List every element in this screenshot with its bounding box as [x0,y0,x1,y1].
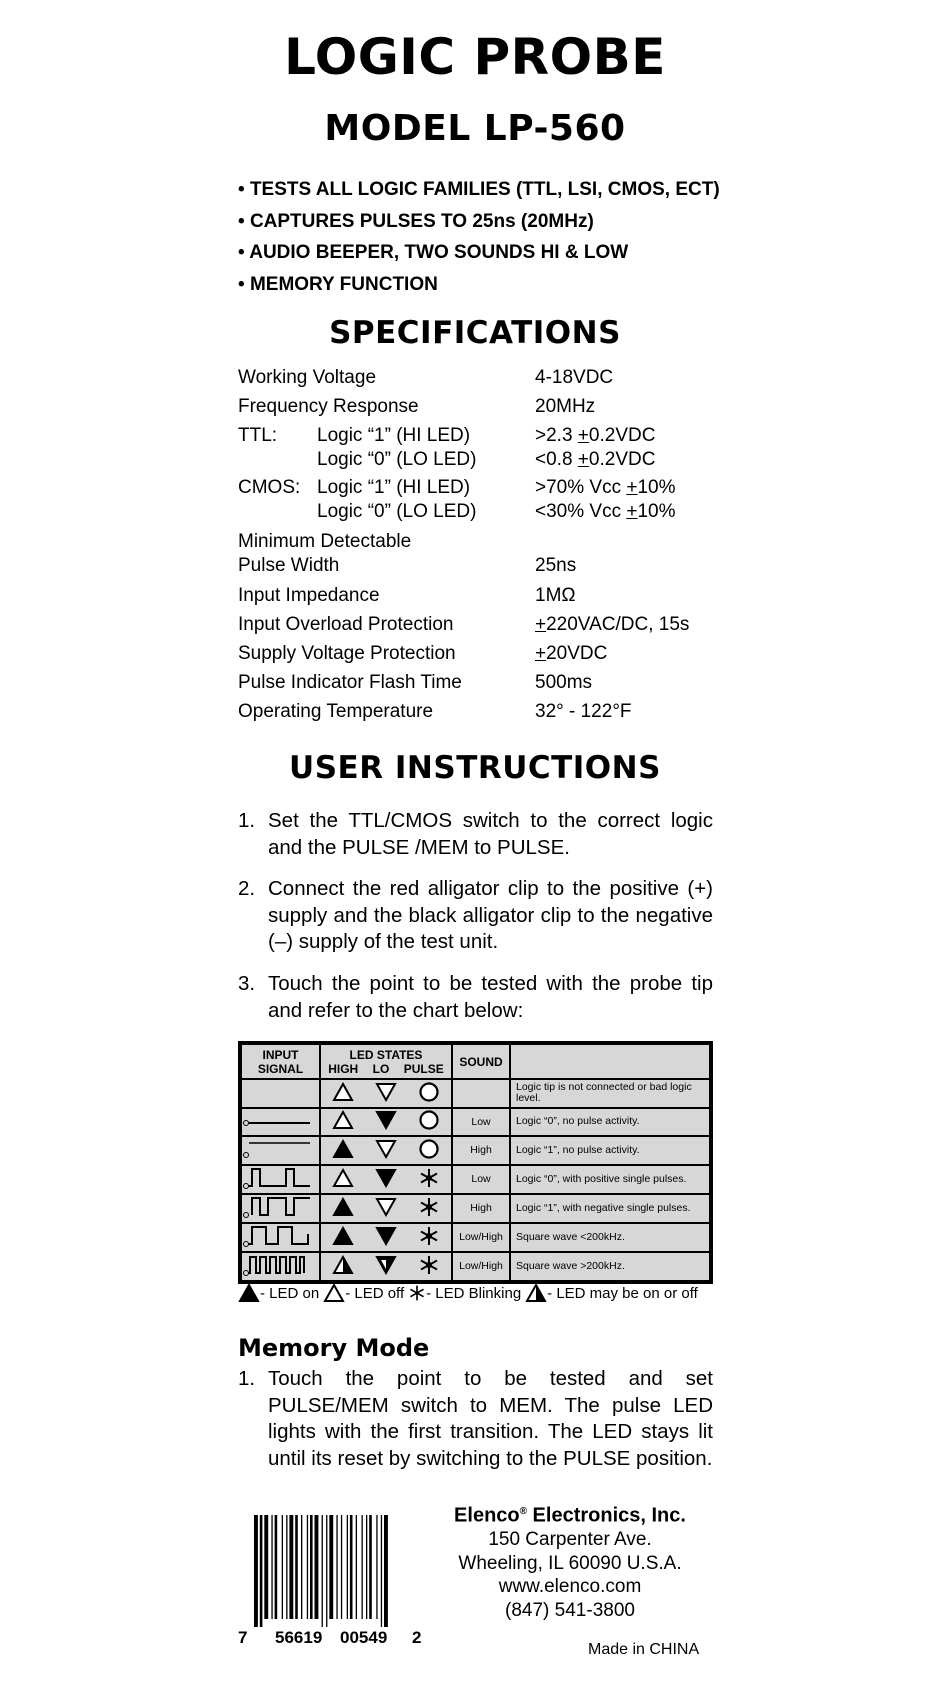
lo-led-off-icon [375,1082,397,1105]
spec-label: Pulse Width [238,555,340,576]
city: Wheeling, IL 60090 U.S.A. [458,1552,682,1574]
description: Logic “0”, no pulse activity. [510,1108,711,1137]
spec-value: 20MHz [535,396,596,417]
spec-label: Logic “1” (HI LED) [317,425,471,446]
pulse-led-off-icon [418,1109,440,1134]
spec-value: 32° - 122°F [535,701,632,722]
barcode-bar [264,1515,268,1619]
high-led-on-icon [332,1139,354,1162]
led-states [320,1136,452,1165]
spec-label: Logic “0” (LO LED) [317,501,477,522]
pulse-led-off-icon [418,1138,440,1163]
description: Square wave <200kHz. [510,1223,711,1252]
led-states [320,1194,452,1223]
barcode-bar [384,1515,388,1627]
barcode-bar [326,1515,327,1627]
sound: Low/High [452,1252,510,1282]
barcode-bar [381,1515,382,1627]
spec-label: TTL: [238,425,278,446]
barcode-bar [350,1515,353,1619]
chart-row [240,1165,711,1194]
description: Logic “0”, with positive single pulses. [510,1165,711,1194]
pulse-led-blink-icon [418,1167,440,1192]
pulse-led-blink-icon [418,1225,440,1250]
spec-value: +20VDC [535,643,608,664]
spec-label: Input Overload Protection [238,614,454,635]
sound [452,1079,510,1108]
led-on-icon [238,1283,260,1303]
barcode-digit: 7 [238,1628,248,1647]
spec-value: >70% Vcc +10% [535,477,676,498]
barcode-bar [254,1515,258,1627]
spec-label: Pulse Indicator Flash Time [238,672,462,693]
specifications-heading: SPECIFICATIONS [329,315,621,351]
high-led-maybe-icon [332,1255,354,1278]
barcode-bar [336,1515,337,1619]
user-instructions-heading: USER INSTRUCTIONS [289,750,661,786]
company-address [430,1500,710,1622]
chart-legend: - LED on - LED off - LED Blinking - LED may be on or off [238,1283,698,1303]
spec-label: Logic “1” (HI LED) [317,477,471,498]
signal-fast-square-icon [240,1252,320,1282]
spec-value: >2.3 +0.2VDC [535,425,656,446]
barcode-bar [289,1515,293,1619]
high-led-off-icon [332,1082,354,1105]
pulse-led-blink-icon [418,1254,440,1279]
chart-row [240,1079,711,1108]
high-led-off-icon [332,1110,354,1133]
feature-item: • CAPTURES PULSES TO 25ns (20MHz) [238,206,720,238]
barcode-bar [369,1515,372,1619]
phone: (847) 541-3800 [505,1599,635,1621]
company-name: Elenco® Electronics, Inc. [454,1504,686,1527]
spec-label: CMOS: [238,477,301,498]
description: Logic “1”, no pulse activity. [510,1136,711,1165]
signal-neg-pulse-icon [240,1194,320,1223]
spec-label: Supply Voltage Protection [238,643,456,664]
website-link[interactable]: www.elenco.com [498,1576,642,1598]
led-states [320,1165,452,1194]
chart-row [240,1252,711,1282]
instruction-item: 3. Touch the point to be tested with the probe tip and refer to the chart below: [238,972,713,1022]
header-sound: SOUND [452,1043,510,1079]
barcode-digit: 2 [412,1628,422,1647]
chart-row [240,1223,711,1252]
signal-high-icon [240,1136,320,1165]
memory-mode-heading: Memory Mode [238,1334,430,1362]
barcode-digits: 56619 [275,1628,323,1647]
feature-item: • AUDIO BEEPER, TWO SOUNDS HI & LOW [238,237,720,269]
barcode-bar [295,1515,298,1619]
led-states [320,1108,452,1137]
feature-item: • MEMORY FUNCTION [238,269,720,301]
instruction-item: 2. Connect the red alligator clip to the positive (+) supply and the black alligator clip to the negative (–) supply of the test unit. [238,877,713,953]
high-led-on-icon [332,1226,354,1249]
signal-none-icon [240,1079,320,1108]
led-states [320,1252,452,1282]
spec-value: +220VAC/DC, 15s [535,614,690,635]
spec-label: Input Impedance [238,585,380,606]
spec-label: Frequency Response [238,396,419,417]
feature-item: • TESTS ALL LOGIC FAMILIES (TTL, LSI, CMOS, ECT) [238,174,720,206]
barcode-bar [286,1515,287,1619]
sound: Low/High [452,1223,510,1252]
led-states-chart [238,1041,713,1284]
spec-value: 500ms [535,672,593,693]
led-states [320,1223,452,1252]
lo-led-maybe-icon [375,1255,397,1278]
spec-value: <0.8 +0.2VDC [535,449,656,470]
spec-value: 1MΩ [535,585,576,606]
high-led-off-icon [332,1168,354,1191]
spec-label: Operating Temperature [238,701,434,722]
led-off-icon [323,1283,345,1303]
chart-row [240,1194,711,1223]
barcode-bar [366,1515,367,1619]
barcode-bar [315,1515,319,1619]
lo-led-on-icon [375,1226,397,1249]
lo-led-off-icon [375,1197,397,1220]
made-in: Made in CHINA [588,1641,700,1658]
signal-low-icon [240,1108,320,1137]
sound: High [452,1136,510,1165]
signal-square-icon [240,1223,320,1252]
description: Logic tip is not connected or bad logic level. [510,1079,711,1108]
sound: Low [452,1108,510,1137]
header-led-states: LED STATES HIGH LO PULSE [320,1043,452,1079]
barcode-bar [322,1515,323,1627]
description: Square wave >200kHz. [510,1252,711,1282]
barcode [238,1515,418,1627]
sound: High [452,1194,510,1223]
signal-pos-pulse-icon [240,1165,320,1194]
barcode-bar [341,1515,342,1619]
led-maybe-icon [525,1283,547,1303]
barcode-bar [356,1515,357,1619]
chart-row [240,1108,711,1137]
feature-list [238,174,720,300]
barcode-bar [271,1515,272,1619]
street: 150 Carpenter Ave. [488,1529,652,1551]
chart-row [240,1136,711,1165]
barcode-bar [362,1515,363,1619]
spec-label: Logic “0” (LO LED) [317,449,477,470]
lo-led-on-icon [375,1110,397,1133]
led-states [320,1079,452,1108]
spec-label: Minimum Detectable [238,531,412,552]
barcode-bar [282,1515,283,1619]
spec-value: 4-18VDC [535,367,614,388]
barcode-bar [347,1515,348,1619]
barcode-bar [275,1515,278,1619]
barcode-digits: 00549 [340,1628,388,1647]
barcode-bar [260,1515,263,1627]
pulse-led-blink-icon [418,1196,440,1221]
spec-value: 25ns [535,555,577,576]
instruction-item: 1. Set the TTL/CMOS switch to the correct logic and the PULSE /MEM to PULSE. [238,809,713,859]
model-number: MODEL LP-560 [324,108,626,149]
document-title: LOGIC PROBE [284,28,666,86]
lo-led-off-icon [375,1139,397,1162]
led-blinking-icon [408,1284,426,1302]
header-input-signal: INPUT SIGNAL [240,1043,320,1079]
header-description [510,1043,711,1079]
pulse-led-off-icon [418,1081,440,1106]
instruction-item: 1. Touch the point to be tested and set PULSE/MEM switch to MEM. The pulse LED lights with the first transition. The LED stays lit until its reset by switching to the PULSE position. [238,1367,713,1470]
lo-led-on-icon [375,1168,397,1191]
spec-value: <30% Vcc +10% [535,501,676,522]
barcode-bar [376,1515,377,1619]
high-led-on-icon [332,1197,354,1220]
barcode-bar [329,1515,333,1619]
barcode-bar [307,1515,308,1619]
spec-label: Working Voltage [238,367,377,388]
barcode-bar [301,1515,302,1619]
sound: Low [452,1165,510,1194]
description: Logic “1”, with negative single pulses. [510,1194,711,1223]
barcode-bar [310,1515,313,1619]
